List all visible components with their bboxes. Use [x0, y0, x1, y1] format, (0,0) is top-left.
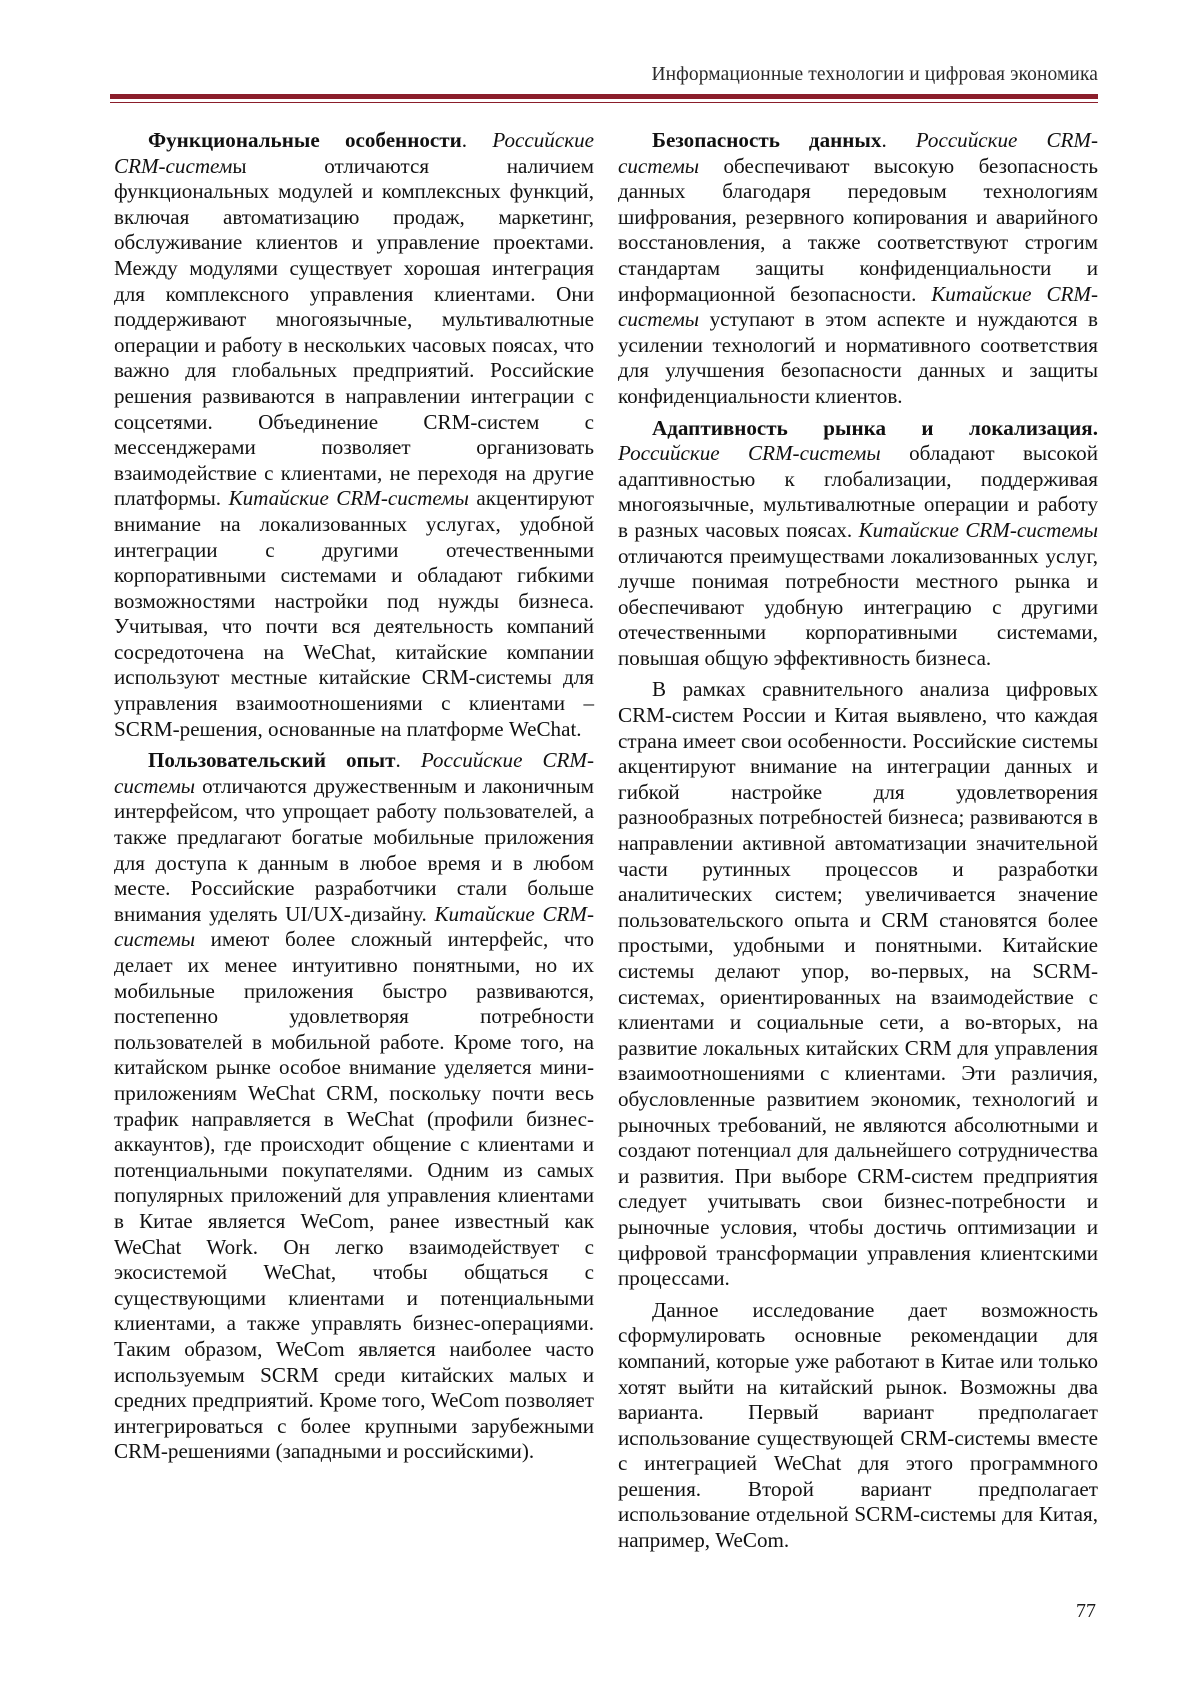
paragraph-text: отличаются дружественным и лаконичным интерфейсом, что упрощает работу пользователей, а также предлагают богатые мобильные приложения для доступа к данным в любое время и в любом месте. Российские разработчики стали больше внимания уделять UI/UX-дизайну. — [114, 773, 594, 926]
heading-separator: . — [881, 128, 916, 152]
paragraph-text: уступают в этом аспекте и нуждаются в усилении технологий и нормативного соответствия для улучшения безопасности данных и защиты конфиденциальности клиентов. — [618, 307, 1098, 408]
italic-term: Китайские CRM-системы — [858, 517, 1098, 542]
paragraph-user-experience — [114, 748, 594, 1465]
paragraph-text: обладают высокой адаптивностью к глобализации, поддерживая многоязычные, мультивалютные операции и работу в разных часовых поясах. — [618, 441, 1098, 542]
paragraph-comparative-analysis: В рамках сравнительного анализа цифровых CRM-систем России и Китая выявлено, что каждая страна имеет свои особенности. Российские системы акцентируют внимание на интеграции данных и гибкой настройке для удовлетворения разнообразных потребностей бизнеса; развиваются в направлении активной автоматизации значительной части рутинных процессов и разработки аналитических систем; увеличивается значение пользовательского опыта и CRM становятся более простыми, удобными и понятными. Китайские системы делают упор, во-первых, на SCRM-системах, ориентированных на взаимодействие с клиентами и социальные сети, а во-вторых, на развитие локальных китайских CRM для управления взаимоотношениями с клиентами. Эти различия, обусловленные развитием экономик, технологий и рыночных требований, не являются абсолютными и создают потенциал для дальнейшего сотрудничества и развития. При выборе CRM-систем предприятия следует учитывать свои бизнес-потребности и рыночные условия, чтобы достичь оптимизации и цифровой трансформации управления клиентскими процессами. — [618, 677, 1098, 1291]
italic-term: Китайские CRM-системы — [114, 901, 594, 952]
italic-term: Китайские CRM-системы — [618, 281, 1098, 332]
right-column — [618, 128, 1098, 1554]
paragraph-text: ы отличаются наличием функциональных модулей и комплексных функций, включая автоматизацию продаж, маркетинг, обслуживание клиентов и управление проектами. Между модулями существует хорошая интеграция для комплексного управления клиентами. Они поддерживают многоязычные, мультивалютные операции и работу в нескольких часовых поясах, что важно для глобальных предприятий. Российские решения развиваются в направлении интеграции с соцсетями. Объединение CRM-систем с мессенджерами позволяет организовать взаимодействие с клиентами, не переходя на другие платформы. — [114, 153, 594, 511]
paragraph-text: акцентируют внимание на локализованных услугах, удобной интеграции с другими отечественными корпоративными системами и обладают гибкими возможностями настройки под нужды бизнеса. Учитывая, что почти вся деятельность компаний сосредоточена на WeChat, китайские компании используют местные китайские CRM-системы для управления взаимоотношениями с клиентами – SCRM-решения, основанные на платформе WeChat. — [114, 486, 594, 741]
italic-term: Российские CRM-систем — [114, 128, 594, 178]
heading-separator: . — [461, 128, 493, 152]
paragraph-text: отличаются преимуществами локализованных услуг, лучше понимая потребности местного рынка и обеспечивают удобную интеграцию с другими отечественными корпоративными системами, повышая общую эффективность бизнеса. — [618, 543, 1098, 670]
italic-term: Российские CRM-системы — [618, 128, 1099, 178]
page-number: 77 — [1076, 1600, 1096, 1622]
header-rule-thick — [110, 94, 1098, 99]
header-rule-thin — [110, 102, 1098, 103]
paragraph-data-security — [618, 128, 1098, 410]
paragraph-text: имеют более сложный интерфейс, что делает их менее интуитивно понятными, но их мобильные приложения быстро развиваются, постепенно удовлетворяя потребности пользователей в мобильной работе. Кроме того, на китайском рынке особое внимание уделяется мини-приложениям WeChat CRM, поскольку почти весь трафик направляется в WeChat (профили бизнес-аккаунтов), где происходит общение с клиентами и потенциальными покупателями. Одним из самых популярных приложений для управления клиентами в Китае является WeCom, ранее известный как WeChat Work. Он легко взаимодействует с экосистемой WeChat, чтобы общаться с существующими клиентами и потенциальными клиентами, а также управлять бизнес-операциями. Таким образом, WeCom является наиболее часто используемым SCRM среди китайских малых и средних предприятий. Кроме того, WeCom позволяет интегрироваться с более крупными зарубежными CRM-решениями (западными и российскими). — [114, 927, 594, 1464]
paragraph-heading: Адаптивность рынка и локализация. — [652, 415, 1098, 440]
paragraph-heading: Функциональные особенности — [148, 128, 462, 152]
paragraph-heading: Безопасность данных — [652, 128, 882, 152]
left-column — [114, 128, 594, 1465]
italic-term: Китайские CRM-системы — [228, 486, 469, 511]
italic-term: Российские CRM-системы — [114, 748, 595, 798]
paragraph-functional-features — [114, 128, 594, 742]
heading-separator: . — [395, 748, 421, 773]
paragraph-market-adaptivity — [618, 416, 1098, 672]
paragraph-text: обеспечивают высокую безопасность данных благодаря передовым технологиям шифрования, резервного копирования и аварийного восстановления, а также соответствуют строгим стандартам защиты конфиденциальности и информационной безопасности. — [618, 153, 1098, 306]
paragraph-heading: Пользовательский опыт — [148, 748, 396, 773]
italic-term: Российские CRM-системы — [618, 441, 881, 466]
running-header: Информационные технологии и цифровая экономика — [651, 64, 1098, 85]
paragraph-recommendations: Данное исследование дает возможность сформулировать основные рекомендации для компаний, которые уже работают в Китае или только хотят выйти на китайский рынок. Возможны два варианта. Первый вариант предполагает использование существующей CRM-системы вместе с интеграцией WeChat для этого программного решения. Второй вариант предполагает использование отдельной SCRM-системы для Китая, например, WeCom. — [618, 1297, 1098, 1553]
